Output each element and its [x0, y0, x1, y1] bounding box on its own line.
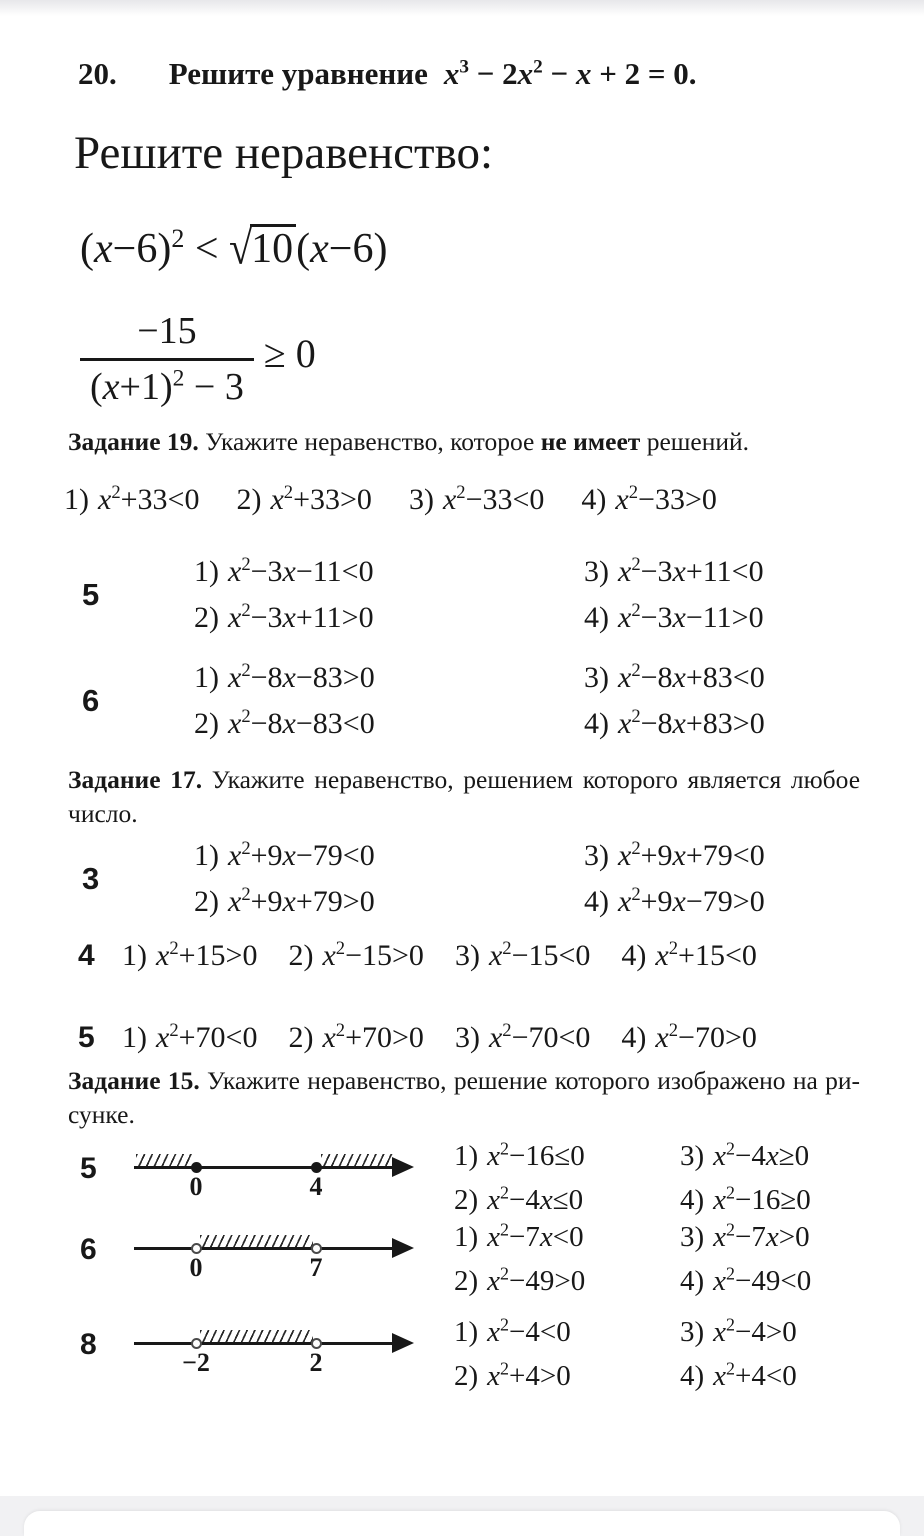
- task15-title: [68, 1064, 860, 1132]
- fraction-denominator: $(x+1)^2 - 3$: [80, 358, 254, 409]
- task17-title-line2: число.: [68, 799, 138, 828]
- row-number: 3: [82, 861, 100, 896]
- row-number: 6: [80, 1233, 97, 1266]
- option: 3) $x^2-15<0$: [454, 938, 591, 972]
- problem-20-equation: $x^3 - 2x^2 - x + 2 = 0$.: [443, 56, 697, 91]
- option: 3) $x^2-4>0$: [680, 1314, 797, 1348]
- point-label-right: 4: [309, 1172, 323, 1201]
- option: 2) $x^2-4x\le 0$: [454, 1182, 584, 1216]
- option: 1) $x^2-3x-11<0$: [194, 554, 374, 588]
- problem-20: [78, 56, 924, 92]
- option: 1) $x^2-4<0$: [454, 1314, 571, 1348]
- options-grid: [454, 1140, 811, 1217]
- option: 2) $x^2-49>0$: [454, 1263, 586, 1297]
- option: 2) $x^2-15>0$: [288, 938, 424, 972]
- task17-row-3: [0, 839, 924, 919]
- option: 3) $x^2-8x+83<0$: [584, 660, 765, 694]
- fraction-relation: ≥ 0: [263, 330, 316, 376]
- option: 1) $x^2+15>0$: [122, 938, 258, 972]
- number-line-figure: [134, 1223, 416, 1285]
- task17-title-text: Укажите неравенство, решением которого является любое: [202, 765, 861, 794]
- next-card-top-edge: [24, 1511, 900, 1536]
- point-label-right: 7: [309, 1253, 323, 1282]
- task17-row-4: [0, 939, 924, 973]
- row-number: 8: [80, 1328, 97, 1361]
- task19-row-5: [0, 555, 924, 635]
- point-label-left: −2: [182, 1348, 210, 1377]
- option: 4) $x^2+9x-79>0$: [584, 884, 765, 918]
- row-number: 6: [82, 683, 100, 718]
- option: 2) $x^2-3x+11>0$: [194, 600, 374, 634]
- task17-title: [68, 763, 860, 831]
- task19-title-emphasis: не имеет: [540, 427, 641, 456]
- inequality-2: [80, 309, 924, 409]
- task15-row-8: [0, 1316, 924, 1393]
- option: 1) $x^2+70<0$: [122, 1020, 258, 1054]
- point-label-right: 2: [309, 1348, 323, 1377]
- number-line-axis: [134, 1166, 400, 1169]
- hatch-region: [200, 1330, 313, 1342]
- task15-title-text: Укажите неравенство, решение которого изображено на ри-: [199, 1066, 860, 1095]
- task15-row-5: [0, 1140, 924, 1217]
- options-grid: [454, 1221, 811, 1298]
- option: 2) $x^2+9x+79>0$: [194, 884, 375, 918]
- hatch-region: [321, 1154, 395, 1166]
- row-number: 4: [78, 939, 95, 972]
- problem-20-prompt: Решите уравнение: [168, 56, 428, 91]
- option: 3) $x^2-7x>0$: [680, 1219, 810, 1253]
- number-line-figure: [134, 1318, 416, 1380]
- option: 4) $x^2-33>0$: [581, 482, 717, 516]
- task19-title-tail: решений.: [640, 427, 750, 456]
- bottom-band: [0, 1496, 924, 1536]
- option: 4) $x^2-16\ge 0$: [680, 1182, 811, 1216]
- option: 3) $x^2-3x+11<0$: [584, 554, 764, 588]
- options-grid: [194, 555, 764, 635]
- number-line-axis: [134, 1342, 400, 1345]
- solve-inequality-heading: Решите неравенство:: [74, 127, 494, 179]
- option: 1) $x^2-8x-83>0$: [194, 660, 375, 694]
- options-grid: [194, 661, 765, 741]
- task17-title-line1: [68, 763, 860, 797]
- option: 2) $x^2+4>0$: [454, 1358, 571, 1392]
- option: 4) $x^2+4<0$: [680, 1358, 797, 1392]
- row-number: 5: [78, 1021, 95, 1054]
- task15-title-number: Задание 15.: [68, 1066, 200, 1095]
- task19-title: [68, 425, 860, 459]
- point-label-left: 0: [189, 1253, 203, 1282]
- option: 1) $x^2+33<0$: [64, 482, 200, 516]
- fraction: [80, 309, 254, 409]
- option: 2) $x^2+33>0$: [236, 482, 372, 516]
- problem-20-number: 20.: [78, 56, 117, 91]
- task17-title-number: Задание 17.: [68, 765, 203, 794]
- task19-row-6: [0, 661, 924, 741]
- number-line-axis: [134, 1247, 400, 1250]
- arrow-right-icon: [392, 1157, 414, 1177]
- task17-row-5: [0, 1021, 924, 1055]
- option: 3) $x^2-70<0$: [454, 1020, 591, 1054]
- task15-title-line1: [68, 1064, 860, 1098]
- option: 4) $x^2+15<0$: [621, 938, 757, 972]
- task19-title-number: Задание 19.: [68, 427, 199, 456]
- option: 3) $x^2-4x\ge 0$: [680, 1138, 810, 1172]
- fraction-numerator: −15: [137, 310, 197, 352]
- task19-options-row: [64, 483, 924, 517]
- hatch-region: [200, 1235, 313, 1247]
- option: 4) $x^2-70>0$: [621, 1020, 757, 1054]
- option: 4) $x^2-8x+83>0$: [584, 706, 765, 740]
- task19-title-text: Укажите неравенство, которое: [198, 427, 541, 456]
- option: 4) $x^2-49<0$: [680, 1263, 812, 1297]
- arrow-right-icon: [392, 1333, 414, 1353]
- option: 1) $x^2+9x-79<0$: [194, 838, 375, 872]
- task15-row-6: [0, 1221, 924, 1298]
- point-label-left: 0: [189, 1172, 203, 1201]
- option: 1) $x^2-7x<0$: [454, 1219, 584, 1253]
- number-line-figure: [134, 1142, 416, 1204]
- option: 1) $x^2-16\le 0$: [454, 1138, 585, 1172]
- option: 2) $x^2+70>0$: [288, 1020, 424, 1054]
- row-number: 5: [80, 1152, 97, 1185]
- option: 4) $x^2-3x-11>0$: [584, 600, 764, 634]
- arrow-right-icon: [392, 1238, 414, 1258]
- hatch-region: [136, 1154, 193, 1166]
- options-grid: [194, 839, 765, 919]
- options-grid: [454, 1316, 797, 1393]
- row-number: 5: [82, 577, 100, 612]
- task15-title-line2: сунке.: [68, 1100, 135, 1129]
- inequality-1: $(x-6)^2 < √10(x-6)$: [80, 223, 388, 275]
- option: 2) $x^2-8x-83<0$: [194, 706, 375, 740]
- option: 3) $x^2-33<0$: [408, 482, 545, 516]
- option: 3) $x^2+9x+79<0$: [584, 838, 765, 872]
